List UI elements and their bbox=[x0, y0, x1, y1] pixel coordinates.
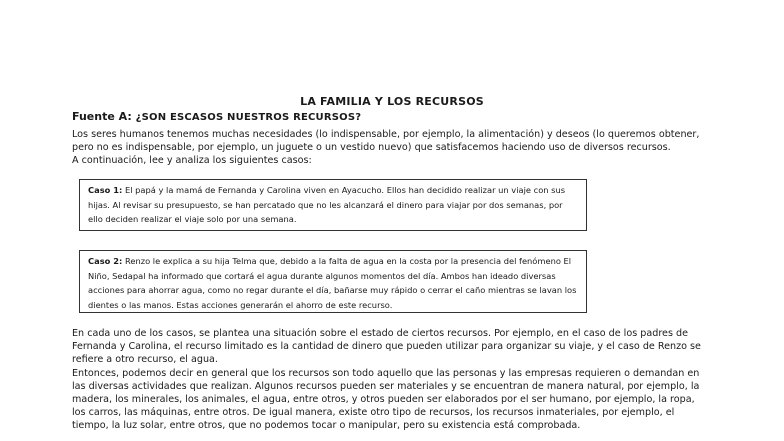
case-1-line: hijas. Al revisar su presupuesto, se han percatado que no les alcanzará el dinero para viajar por dos semanas, por bbox=[88, 199, 563, 210]
case-2-box bbox=[79, 250, 587, 313]
document-title: LA FAMILIA Y LOS RECURSOS bbox=[300, 95, 484, 108]
case-2-line: acciones para ahorrar agua, como no regar durante el día, bañarse muy rápido o cerrar el caño mientras se lavan los bbox=[88, 285, 577, 295]
source-question: ¿SON ESCASOS NUESTROS RECURSOS? bbox=[135, 112, 362, 123]
body-line: tiempo, la luz solar, entre otros, que no podemos tocar o manipular, pero su existencia está comprobada. bbox=[72, 420, 581, 432]
body-line: En cada uno de los casos, se plantea una situación sobre el estado de ciertos recursos. Por ejemplo, en el caso de los padres de bbox=[72, 328, 689, 339]
body-line: Entonces, podemos decir en general que los recursos son todo aquello que las personas y las empresas requieren o demandan en bbox=[72, 367, 700, 379]
case-2-label: Caso 2: bbox=[88, 256, 123, 266]
case-2-line: dientes o las manos. Estas acciones generarán el ahorro de este recurso. bbox=[88, 299, 393, 310]
body-paragraph bbox=[72, 327, 722, 433]
case-1-line: El papá y la mamá de Fernanda y Carolina viven en Ayacucho. Ellos han decidido realizar un viaje con sus bbox=[124, 185, 566, 195]
body-line: Fernanda y Carolina, el recurso limitado es la cantidad de dinero que pueden utilizar para organizar su viaje, y el caso de Renzo se bbox=[72, 341, 701, 353]
source-heading bbox=[72, 110, 361, 123]
case-1-line: ello deciden realizar el viaje solo por una semana. bbox=[88, 214, 297, 224]
intro-paragraph bbox=[72, 128, 722, 168]
case-2-line: Renzo le explica a su hija Telma que, debido a la falta de agua en la costa por la presencia del fenómeno El bbox=[124, 256, 572, 266]
body-line: refiere a otro recurso, el agua. bbox=[72, 354, 218, 366]
intro-line: A continuación, lee y analiza los siguientes casos: bbox=[72, 155, 312, 167]
intro-line: pero no es indispensable, por ejemplo, un juguete o un vestido nuevo) que satisfacemos haciendo uso de diversos recursos. bbox=[72, 142, 671, 154]
case-2-line: Niño, Sedapal ha informado que cortará el agua durante algunos momentos del día. Ambos han ideado diversas bbox=[88, 270, 556, 281]
case-1-label: Caso 1: bbox=[88, 185, 123, 195]
intro-line: Los seres humanos tenemos muchas necesidades (lo indispensable, por ejemplo, la alimentación) y deseos (lo queremos obtener, bbox=[72, 129, 700, 140]
body-line: los carros, las máquinas, entre otros. De igual manera, existe otro tipo de recursos, los recursos inmateriales, por ejemplo, el bbox=[72, 407, 675, 419]
case-1-box bbox=[79, 179, 587, 231]
source-label: Fuente A: bbox=[72, 110, 132, 123]
body-line: madera, los minerales, los animales, el agua, entre otros, y otros pueden ser elaborados por el ser humano, por ejemplo, la ropa, bbox=[72, 394, 695, 406]
body-line: las diversas actividades que realizan. Algunos recursos pueden ser materiales y se encuentran de manera natural, por ejemplo, la bbox=[72, 380, 700, 392]
